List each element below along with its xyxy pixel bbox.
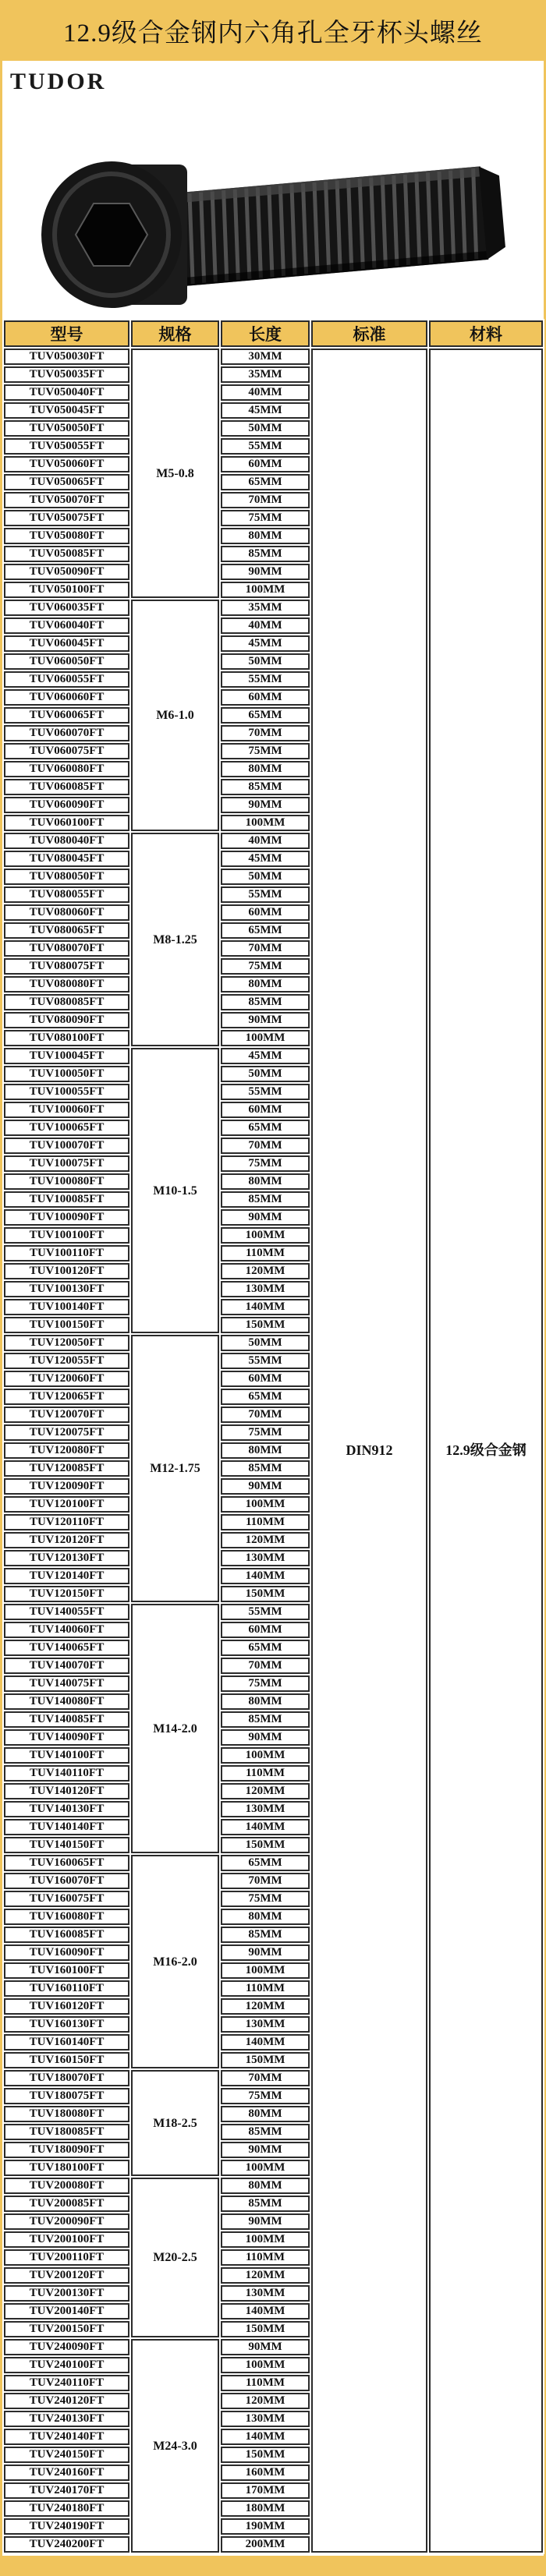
length-cell: 100MM xyxy=(221,1496,310,1513)
model-cell: TUV120100FT xyxy=(4,1496,129,1513)
length-cell: 100MM xyxy=(221,582,310,598)
model-cell: TUV080050FT xyxy=(4,869,129,885)
length-cell: 85MM xyxy=(221,1191,310,1208)
model-cell: TUV240160FT xyxy=(4,2465,129,2481)
length-cell: 85MM xyxy=(221,2124,310,2140)
length-cell: 55MM xyxy=(221,1084,310,1100)
length-cell: 50MM xyxy=(221,1066,310,1082)
length-cell: 75MM xyxy=(221,1891,310,1907)
product-image-area xyxy=(2,97,544,319)
model-cell: TUV050100FT xyxy=(4,582,129,598)
column-header-standard: 标准 xyxy=(311,320,427,347)
model-cell: TUV160090FT xyxy=(4,1944,129,1961)
length-cell: 120MM xyxy=(221,2393,310,2409)
length-cell: 85MM xyxy=(221,2196,310,2212)
length-cell: 85MM xyxy=(221,1460,310,1477)
length-cell: 150MM xyxy=(221,1837,310,1853)
length-cell: 130MM xyxy=(221,1801,310,1817)
length-cell: 100MM xyxy=(221,1747,310,1764)
length-cell: 150MM xyxy=(221,1317,310,1333)
length-cell: 45MM xyxy=(221,1048,310,1064)
model-cell: TUV050045FT xyxy=(4,402,129,419)
length-cell: 65MM xyxy=(221,1640,310,1656)
length-cell: 60MM xyxy=(221,1371,310,1387)
length-cell: 40MM xyxy=(221,384,310,401)
model-cell: TUV140110FT xyxy=(4,1765,129,1782)
length-cell: 90MM xyxy=(221,2142,310,2158)
model-cell: TUV050055FT xyxy=(4,438,129,455)
model-cell: TUV080055FT xyxy=(4,886,129,903)
spec-cell: M12-1.75 xyxy=(131,1335,219,1602)
length-cell: 50MM xyxy=(221,869,310,885)
length-cell: 55MM xyxy=(221,1353,310,1369)
model-cell: TUV180085FT xyxy=(4,2124,129,2140)
model-cell: TUV160100FT xyxy=(4,1962,129,1979)
model-cell: TUV050080FT xyxy=(4,528,129,544)
length-cell: 120MM xyxy=(221,1532,310,1548)
length-cell: 45MM xyxy=(221,402,310,419)
length-cell: 60MM xyxy=(221,904,310,921)
length-cell: 75MM xyxy=(221,958,310,975)
length-cell: 70MM xyxy=(221,1658,310,1674)
model-cell: TUV240190FT xyxy=(4,2518,129,2535)
model-cell: TUV140140FT xyxy=(4,1819,129,1835)
model-cell: TUV160080FT xyxy=(4,1909,129,1925)
model-cell: TUV050090FT xyxy=(4,564,129,580)
spec-cell: M14-2.0 xyxy=(131,1604,219,1853)
model-cell: TUV160075FT xyxy=(4,1891,129,1907)
model-cell: TUV060040FT xyxy=(4,617,129,634)
model-cell: TUV060090FT xyxy=(4,797,129,813)
length-cell: 100MM xyxy=(221,2357,310,2373)
length-cell: 55MM xyxy=(221,886,310,903)
length-cell: 90MM xyxy=(221,797,310,813)
length-cell: 70MM xyxy=(221,1138,310,1154)
length-cell: 130MM xyxy=(221,1281,310,1297)
model-cell: TUV120060FT xyxy=(4,1371,129,1387)
length-cell: 70MM xyxy=(221,1407,310,1423)
spec-cell: M6-1.0 xyxy=(131,600,219,831)
model-cell: TUV100120FT xyxy=(4,1263,129,1279)
length-cell: 65MM xyxy=(221,1389,310,1405)
model-cell: TUV080075FT xyxy=(4,958,129,975)
model-cell: TUV080040FT xyxy=(4,833,129,849)
model-cell: TUV050065FT xyxy=(4,474,129,490)
length-cell: 150MM xyxy=(221,2321,310,2337)
model-cell: TUV120055FT xyxy=(4,1353,129,1369)
model-cell: TUV120070FT xyxy=(4,1407,129,1423)
column-header-length: 长度 xyxy=(221,320,310,347)
model-cell: TUV100110FT xyxy=(4,1245,129,1261)
model-cell: TUV180075FT xyxy=(4,2088,129,2104)
model-cell: TUV180070FT xyxy=(4,2070,129,2086)
model-cell: TUV080070FT xyxy=(4,940,129,957)
model-cell: TUV080060FT xyxy=(4,904,129,921)
length-cell: 160MM xyxy=(221,2465,310,2481)
length-cell: 65MM xyxy=(221,922,310,939)
model-cell: TUV200140FT xyxy=(4,2303,129,2319)
spec-cell: M5-0.8 xyxy=(131,349,219,598)
model-cell: TUV050060FT xyxy=(4,456,129,472)
model-cell: TUV160150FT xyxy=(4,2052,129,2068)
model-cell: TUV050040FT xyxy=(4,384,129,401)
length-cell: 130MM xyxy=(221,1550,310,1566)
model-cell: TUV050035FT xyxy=(4,366,129,383)
length-cell: 110MM xyxy=(221,1245,310,1261)
material-cell: 12.9级合金钢 xyxy=(429,349,543,2553)
length-cell: 110MM xyxy=(221,1980,310,1997)
length-cell: 75MM xyxy=(221,510,310,526)
length-cell: 110MM xyxy=(221,1514,310,1530)
page-title: 12.9级合金钢内六角孔全牙杯头螺丝 xyxy=(63,19,483,48)
length-cell: 80MM xyxy=(221,976,310,993)
length-cell: 90MM xyxy=(221,564,310,580)
model-cell: TUV050085FT xyxy=(4,546,129,562)
length-cell: 60MM xyxy=(221,456,310,472)
length-cell: 90MM xyxy=(221,1729,310,1746)
model-cell: TUV240120FT xyxy=(4,2393,129,2409)
model-cell: TUV240180FT xyxy=(4,2500,129,2517)
model-cell: TUV100085FT xyxy=(4,1191,129,1208)
length-cell: 100MM xyxy=(221,1962,310,1979)
length-cell: 80MM xyxy=(221,1173,310,1190)
length-cell: 80MM xyxy=(221,1442,310,1459)
length-cell: 40MM xyxy=(221,833,310,849)
header-row xyxy=(4,320,543,347)
brand-logo: TUDOR xyxy=(10,69,107,94)
length-cell: 65MM xyxy=(221,474,310,490)
model-cell: TUV080065FT xyxy=(4,922,129,939)
length-cell: 90MM xyxy=(221,2213,310,2230)
length-cell: 80MM xyxy=(221,1909,310,1925)
length-cell: 60MM xyxy=(221,1622,310,1638)
length-cell: 140MM xyxy=(221,2034,310,2051)
spec-cell: M10-1.5 xyxy=(131,1048,219,1333)
length-cell: 150MM xyxy=(221,2052,310,2068)
length-cell: 30MM xyxy=(221,349,310,365)
model-cell: TUV140150FT xyxy=(4,1837,129,1853)
model-cell: TUV240170FT xyxy=(4,2482,129,2499)
length-cell: 120MM xyxy=(221,1783,310,1799)
model-cell: TUV140075FT xyxy=(4,1675,129,1692)
model-cell: TUV240130FT xyxy=(4,2411,129,2427)
model-cell: TUV100130FT xyxy=(4,1281,129,1297)
model-cell: TUV140060FT xyxy=(4,1622,129,1638)
standard-cell: DIN912 xyxy=(311,349,427,2553)
model-cell: TUV060060FT xyxy=(4,689,129,706)
spec-cell: M20-2.5 xyxy=(131,2178,219,2337)
spec-cell: M18-2.5 xyxy=(131,2070,219,2176)
model-cell: TUV180090FT xyxy=(4,2142,129,2158)
model-cell: TUV180100FT xyxy=(4,2160,129,2176)
model-cell: TUV100055FT xyxy=(4,1084,129,1100)
length-cell: 45MM xyxy=(221,635,310,652)
length-cell: 55MM xyxy=(221,438,310,455)
model-cell: TUV120120FT xyxy=(4,1532,129,1548)
model-cell: TUV120085FT xyxy=(4,1460,129,1477)
spec-cell: M8-1.25 xyxy=(131,833,219,1046)
model-cell: TUV200080FT xyxy=(4,2178,129,2194)
length-cell: 85MM xyxy=(221,994,310,1010)
length-cell: 70MM xyxy=(221,492,310,508)
model-cell: TUV100080FT xyxy=(4,1173,129,1190)
length-cell: 50MM xyxy=(221,653,310,670)
length-cell: 65MM xyxy=(221,1120,310,1136)
model-cell: TUV080090FT xyxy=(4,1012,129,1028)
length-cell: 130MM xyxy=(221,2016,310,2033)
model-cell: TUV100050FT xyxy=(4,1066,129,1082)
length-cell: 140MM xyxy=(221,1819,310,1835)
length-cell: 75MM xyxy=(221,1675,310,1692)
model-cell: TUV100150FT xyxy=(4,1317,129,1333)
length-cell: 70MM xyxy=(221,940,310,957)
model-cell: TUV120150FT xyxy=(4,1586,129,1602)
length-cell: 130MM xyxy=(221,2411,310,2427)
length-cell: 120MM xyxy=(221,1998,310,2015)
model-cell: TUV060070FT xyxy=(4,725,129,741)
model-cell: TUV060075FT xyxy=(4,743,129,759)
length-cell: 35MM xyxy=(221,366,310,383)
model-cell: TUV120130FT xyxy=(4,1550,129,1566)
spec-cell: M16-2.0 xyxy=(131,1855,219,2068)
length-cell: 140MM xyxy=(221,1568,310,1584)
model-cell: TUV060065FT xyxy=(4,707,129,724)
model-cell: TUV200150FT xyxy=(4,2321,129,2337)
length-cell: 120MM xyxy=(221,1263,310,1279)
model-cell: TUV200120FT xyxy=(4,2267,129,2284)
model-cell: TUV060085FT xyxy=(4,779,129,795)
model-cell: TUV140080FT xyxy=(4,1693,129,1710)
length-cell: 75MM xyxy=(221,1424,310,1441)
model-cell: TUV140055FT xyxy=(4,1604,129,1620)
model-cell: TUV060055FT xyxy=(4,671,129,688)
model-cell: TUV160070FT xyxy=(4,1873,129,1889)
model-cell: TUV100065FT xyxy=(4,1120,129,1136)
model-cell: TUV120140FT xyxy=(4,1568,129,1584)
model-cell: TUV060045FT xyxy=(4,635,129,652)
model-cell: TUV060080FT xyxy=(4,761,129,777)
model-cell: TUV120065FT xyxy=(4,1389,129,1405)
model-cell: TUV240090FT xyxy=(4,2339,129,2355)
model-cell: TUV200085FT xyxy=(4,2196,129,2212)
length-cell: 80MM xyxy=(221,2106,310,2122)
length-cell: 90MM xyxy=(221,1012,310,1028)
model-cell: TUV160140FT xyxy=(4,2034,129,2051)
length-cell: 110MM xyxy=(221,2249,310,2266)
model-cell: TUV080085FT xyxy=(4,994,129,1010)
model-cell: TUV140090FT xyxy=(4,1729,129,1746)
table-row xyxy=(4,349,543,365)
length-cell: 70MM xyxy=(221,725,310,741)
model-cell: TUV140100FT xyxy=(4,1747,129,1764)
model-cell: TUV100075FT xyxy=(4,1155,129,1172)
model-cell: TUV240150FT xyxy=(4,2447,129,2463)
length-cell: 75MM xyxy=(221,2088,310,2104)
column-header-material: 材料 xyxy=(429,320,543,347)
model-cell: TUV060100FT xyxy=(4,815,129,831)
length-cell: 85MM xyxy=(221,1927,310,1943)
length-cell: 80MM xyxy=(221,761,310,777)
model-cell: TUV240140FT xyxy=(4,2429,129,2445)
model-cell: TUV140120FT xyxy=(4,1783,129,1799)
column-header-model: 型号 xyxy=(4,320,129,347)
column-header-spec: 规格 xyxy=(131,320,219,347)
length-cell: 85MM xyxy=(221,546,310,562)
page-banner xyxy=(0,0,546,61)
length-cell: 55MM xyxy=(221,1604,310,1620)
model-cell: TUV200100FT xyxy=(4,2231,129,2248)
length-cell: 90MM xyxy=(221,1209,310,1226)
model-cell: TUV100100FT xyxy=(4,1227,129,1244)
model-cell: TUV100140FT xyxy=(4,1299,129,1315)
length-cell: 70MM xyxy=(221,2070,310,2086)
model-cell: TUV100070FT xyxy=(4,1138,129,1154)
length-cell: 90MM xyxy=(221,2339,310,2355)
length-cell: 80MM xyxy=(221,2178,310,2194)
length-cell: 100MM xyxy=(221,1030,310,1046)
table-header xyxy=(4,320,543,347)
length-cell: 100MM xyxy=(221,2160,310,2176)
model-cell: TUV100090FT xyxy=(4,1209,129,1226)
length-cell: 130MM xyxy=(221,2285,310,2302)
length-cell: 80MM xyxy=(221,528,310,544)
model-cell: TUV100060FT xyxy=(4,1102,129,1118)
length-cell: 50MM xyxy=(221,420,310,437)
length-cell: 75MM xyxy=(221,743,310,759)
length-cell: 90MM xyxy=(221,1478,310,1495)
length-cell: 75MM xyxy=(221,1155,310,1172)
length-cell: 65MM xyxy=(221,707,310,724)
screw-photo xyxy=(20,99,511,317)
model-cell: TUV120075FT xyxy=(4,1424,129,1441)
length-cell: 80MM xyxy=(221,1693,310,1710)
model-cell: TUV080080FT xyxy=(4,976,129,993)
model-cell: TUV100045FT xyxy=(4,1048,129,1064)
length-cell: 110MM xyxy=(221,2375,310,2391)
length-cell: 60MM xyxy=(221,689,310,706)
length-cell: 150MM xyxy=(221,1586,310,1602)
model-cell: TUV080045FT xyxy=(4,851,129,867)
length-cell: 55MM xyxy=(221,671,310,688)
model-cell: TUV180080FT xyxy=(4,2106,129,2122)
model-cell: TUV120090FT xyxy=(4,1478,129,1495)
content-area xyxy=(2,61,544,2556)
model-cell: TUV140130FT xyxy=(4,1801,129,1817)
length-cell: 65MM xyxy=(221,1855,310,1871)
model-cell: TUV200130FT xyxy=(4,2285,129,2302)
model-cell: TUV240110FT xyxy=(4,2375,129,2391)
model-cell: TUV160065FT xyxy=(4,1855,129,1871)
model-cell: TUV080100FT xyxy=(4,1030,129,1046)
model-cell: TUV050030FT xyxy=(4,349,129,365)
length-cell: 100MM xyxy=(221,815,310,831)
model-cell: TUV050070FT xyxy=(4,492,129,508)
model-cell: TUV160085FT xyxy=(4,1927,129,1943)
length-cell: 120MM xyxy=(221,2267,310,2284)
length-cell: 140MM xyxy=(221,2303,310,2319)
length-cell: 100MM xyxy=(221,2231,310,2248)
length-cell: 110MM xyxy=(221,1765,310,1782)
model-cell: TUV160110FT xyxy=(4,1980,129,1997)
length-cell: 35MM xyxy=(221,600,310,616)
length-cell: 200MM xyxy=(221,2536,310,2553)
length-cell: 180MM xyxy=(221,2500,310,2517)
length-cell: 90MM xyxy=(221,1944,310,1961)
model-cell: TUV140085FT xyxy=(4,1711,129,1728)
length-cell: 60MM xyxy=(221,1102,310,1118)
model-cell: TUV160120FT xyxy=(4,1998,129,2015)
length-cell: 140MM xyxy=(221,1299,310,1315)
table-body xyxy=(4,349,543,2553)
model-cell: TUV120110FT xyxy=(4,1514,129,1530)
length-cell: 40MM xyxy=(221,617,310,634)
length-cell: 100MM xyxy=(221,1227,310,1244)
model-cell: TUV060035FT xyxy=(4,600,129,616)
length-cell: 50MM xyxy=(221,1335,310,1351)
model-cell: TUV140070FT xyxy=(4,1658,129,1674)
length-cell: 85MM xyxy=(221,1711,310,1728)
spec-cell: M24-3.0 xyxy=(131,2339,219,2553)
model-cell: TUV050050FT xyxy=(4,420,129,437)
model-cell: TUV060050FT xyxy=(4,653,129,670)
model-cell: TUV200090FT xyxy=(4,2213,129,2230)
model-cell: TUV050075FT xyxy=(4,510,129,526)
model-cell: TUV200110FT xyxy=(4,2249,129,2266)
model-cell: TUV240200FT xyxy=(4,2536,129,2553)
product-table xyxy=(2,319,544,2554)
length-cell: 170MM xyxy=(221,2482,310,2499)
model-cell: TUV240100FT xyxy=(4,2357,129,2373)
model-cell: TUV140065FT xyxy=(4,1640,129,1656)
length-cell: 85MM xyxy=(221,779,310,795)
model-cell: TUV120080FT xyxy=(4,1442,129,1459)
length-cell: 45MM xyxy=(221,851,310,867)
length-cell: 140MM xyxy=(221,2429,310,2445)
model-cell: TUV120050FT xyxy=(4,1335,129,1351)
length-cell: 190MM xyxy=(221,2518,310,2535)
length-cell: 150MM xyxy=(221,2447,310,2463)
model-cell: TUV160130FT xyxy=(4,2016,129,2033)
length-cell: 70MM xyxy=(221,1873,310,1889)
